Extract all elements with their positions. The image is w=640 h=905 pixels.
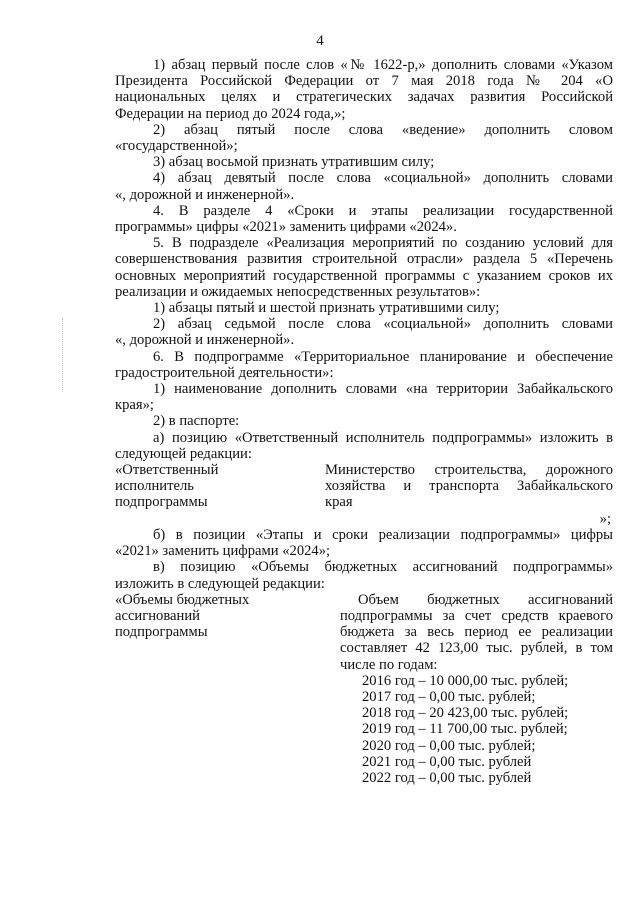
cell-line: подпрограммы bbox=[115, 494, 208, 511]
cell-line: «Ответственный bbox=[115, 462, 219, 479]
paragraph-line: 1) абзацы пятый и шестой признать утратившими силу; bbox=[153, 300, 500, 317]
year-line: 2022 год – 0,00 тыс. рублей bbox=[362, 769, 532, 786]
cell-line: края bbox=[325, 494, 353, 511]
paragraph-line: основных мероприятий государственной программы с указанием сроков их bbox=[115, 267, 613, 284]
paragraph-line: 2) абзац седьмой после слова «социальной» дополнить словами bbox=[153, 316, 613, 333]
year-line: 2019 год – 11 700,00 тыс. рублей; bbox=[362, 721, 568, 738]
paragraph-line: 1) наименование дополнить словами «на территории Забайкальского bbox=[153, 381, 613, 398]
cell-line: хозяйства и транспорта Забайкальского bbox=[325, 478, 613, 495]
paragraph-line: национальных целях и стратегических задачах развития Российской bbox=[115, 89, 613, 106]
paragraph-line: Президента Российской Федерации от 7 мая 2018 года № 204 «О bbox=[115, 73, 613, 90]
year-list bbox=[340, 673, 613, 786]
paragraph-line: программы» цифры «2021» заменить цифрами «2024». bbox=[115, 219, 457, 236]
paragraph-line: градостроительной деятельности»: bbox=[115, 364, 334, 381]
paragraph-line: 1) абзац первый после слов «№ 1622-р,» дополнить словами «Указом bbox=[153, 57, 613, 73]
paragraph-line: 3) абзац восьмой признать утратившим силу; bbox=[153, 154, 435, 171]
paragraph-line: «, дорожной и инженерной». bbox=[115, 332, 295, 349]
paragraph-line: следующей редакции: bbox=[115, 445, 252, 462]
margin-mark bbox=[62, 318, 64, 392]
table-cell-label bbox=[115, 592, 340, 786]
cell-line: исполнитель bbox=[115, 478, 194, 495]
cell-line: Министерство строительства, дорожного bbox=[325, 462, 613, 479]
quote-end: »; bbox=[599, 510, 611, 527]
paragraph-line: «2021» заменить цифрами «2024»; bbox=[115, 543, 331, 560]
paragraph-line: изложить в следующей редакции: bbox=[115, 575, 325, 592]
paragraph-line: реализации и ожидаемых непосредственных результатов»: bbox=[115, 283, 481, 300]
paragraph-line: а) позицию «Ответственный исполнитель подпрограммы» изложить в bbox=[153, 429, 613, 446]
paragraph-line: 4) абзац девятый после слова «социальной» дополнить словами bbox=[153, 170, 613, 187]
year-line: 2021 год – 0,00 тыс. рублей bbox=[362, 753, 532, 770]
cell-line: числе по годам: bbox=[340, 656, 438, 673]
table-cell-value bbox=[325, 462, 613, 511]
cell-line: бюджета за весь период ее реализации bbox=[340, 624, 613, 641]
year-line: 2018 год – 20 423,00 тыс. рублей; bbox=[362, 705, 569, 722]
year-line: 2017 год – 0,00 тыс. рублей; bbox=[362, 688, 536, 705]
paragraph-line: 5. В подразделе «Реализация мероприятий по созданию условий для bbox=[153, 235, 613, 252]
paragraph-line: «, дорожной и инженерной». bbox=[115, 186, 295, 203]
paragraph-line: 2) абзац пятый после слова «ведение» дополнить словом bbox=[153, 121, 613, 138]
paragraph-line: 6. В подпрограмме «Территориальное планирование и обеспечение bbox=[153, 348, 613, 365]
year-line: 2020 год – 0,00 тыс. рублей; bbox=[362, 737, 536, 754]
cell-line: подпрограммы за счет средств краевого bbox=[340, 607, 613, 624]
paragraph-line: края»; bbox=[115, 397, 154, 414]
table-row-budget bbox=[115, 592, 613, 786]
paragraph-line: б) в позиции «Этапы и сроки реализации подпрограммы» цифры bbox=[153, 526, 613, 543]
paragraph-line: Федерации на период до 2024 года,»; bbox=[115, 105, 346, 122]
paragraph-line: совершенствования развития строительной отрасли» раздела 5 «Перечень bbox=[115, 251, 613, 268]
cell-line: подпрограммы bbox=[115, 624, 208, 641]
cell-line: «Объемы бюджетных bbox=[115, 591, 250, 608]
cell-line: Объем бюджетных ассигнований bbox=[358, 591, 613, 608]
table-cell-label bbox=[115, 462, 325, 511]
cell-line: ассигнований bbox=[115, 607, 200, 624]
paragraph-line: 4. В разделе 4 «Сроки и этапы реализации государственной bbox=[153, 202, 613, 219]
document-body bbox=[115, 57, 613, 786]
cell-line: составляет 42 123,00 тыс. рублей, в том bbox=[340, 640, 613, 657]
page-number: 4 bbox=[316, 33, 324, 49]
paragraph-line: «государственной»; bbox=[115, 138, 238, 155]
table-cell-value bbox=[340, 592, 613, 786]
table-row-responsible bbox=[115, 462, 613, 511]
paragraph-line: 2) в паспорте: bbox=[153, 413, 240, 430]
paragraph-line: в) позицию «Объемы бюджетных ассигнований подпрограммы» bbox=[153, 559, 613, 576]
year-line: 2016 год – 10 000,00 тыс. рублей; bbox=[362, 672, 569, 689]
